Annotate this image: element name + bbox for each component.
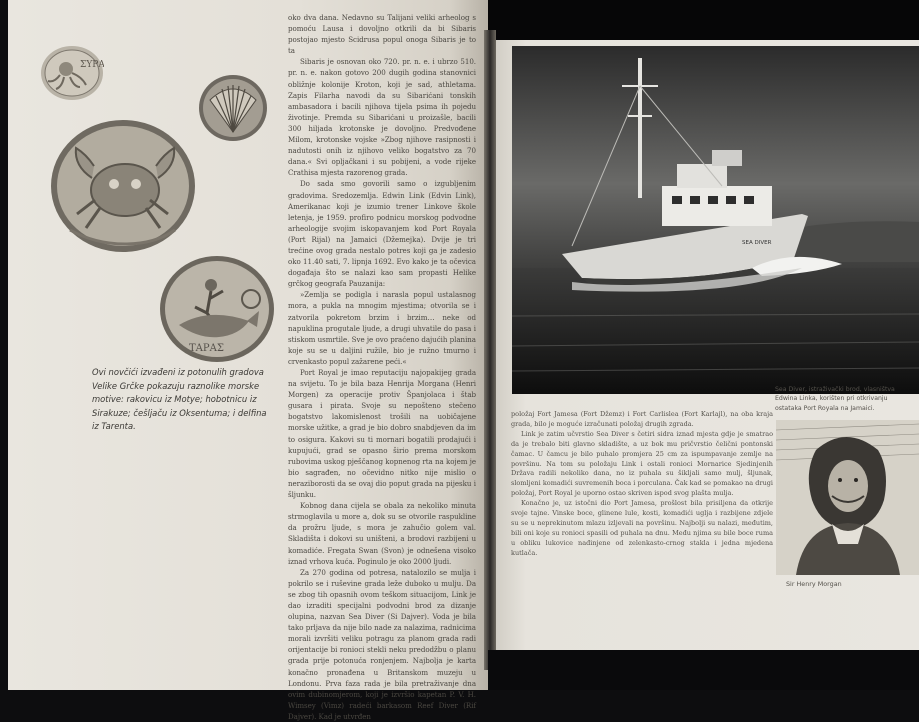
left-paragraph: Sibaris je osnovan oko 720. pr. n. e. i ubrzo 510. pr. n. e. nakon gotovo 200 dugih godina stanovnici obližnje kolonije Kroton, koji je sad, athletama. Zapis Filarha navodi da su Sibarićani tonskih ambasadora i bacili njihova tijela psima ih pojedu životinje. Premda su Sibarićani u proizašle, bacili 300 hiljada krotonske je dovoljno. Predvođene Milom, krotonske vojske »Zbog njihove rasipnosti i nadutosti onih iz njihovo veliko bogatstvo za 70 dana.« Svi opljačkani i su pobijeni, a vode rijeke Crathisa mjesta razorenog grada. xyxy=(288,57,476,178)
octopus-coin-image xyxy=(40,45,104,101)
portrait-caption: Sir Henry Morgan xyxy=(786,580,842,588)
book-gutter xyxy=(484,30,496,670)
henry-morgan-portrait xyxy=(776,420,919,575)
dolphin-rider-coin-image xyxy=(159,255,275,363)
left-paragraph: Za 270 godina od potresa, natalozilo se mulja i pokrilo se i ruševine grada leže duboko u mulju. Da se zbog tih opasnih ovom teškom situacijom, Link je dao izraditi specijalni podvodni brod za dizanje olupina, nazvan Sea Diver (Si Dajver). Voda je bila tako prljava da nije bilo nade za nalazima, radnicima morali izvršiti veliku potragu za planom grada radi orijentacije bi ronioci stekli neku predodžbu o planu grada prije potonuća ronjenjem. Najbolja je karta konačno pronađena u Britanskom muzeju u Londonu. Prva faza rada je bila pretraživanje dna ovim dubinomjerom, koji je izvršio kapetan P. V. H. Wimsey (Vimz) radeći barkasom Reef Diver (Rif Dajver). Kad je utvrđen xyxy=(288,567,476,721)
coins-caption: Ovi novčići izvađeni iz potonulih gradova Velike Grčke pokazuju raznolike morske motive: rakovicu iz Motye; hobotnicu iz Sirakuze; češljaču iz Oksentuma; i delfina iz Tarenta. xyxy=(92,367,267,431)
right-page-body xyxy=(511,410,773,559)
ship-photo-caption: Sea Diver, istraživački brod, vlasništva Edwina Linka, korišten pri otkrivanju ostataka Port Royala na Jamaici. xyxy=(775,386,895,412)
ship-name-label: SEA DIVER xyxy=(742,240,772,246)
left-paragraph: Do sada smo govorili samo o izgubljenim gradovima. Sredozemlja. Edwin Link (Edvin Link), Amerikanac koji je izumio trener Linkove škole letenja, je 1959. profiro podnicu morskog podvodne arheologije svojim iskopavanjem kod Port Royala (Port Rijal) na Jamaici (Džemejka). Dvije je tri trećine ovog grada nestalo potres koji ga je zadesio oko 11.40 sati, 7. lipnja 1692. Evo kako je ta očevica događaja što se nalazi kao sam propasti Helike grčkog geografa Pauzanija: xyxy=(288,179,476,289)
left-paragraph: Kobnog dana cijela se obala za nekoliko minuta strmoglavila u more a, dok su se otvorile raspukline da prožru ljude, s mora je zahučio golem val. Skladišta i dokovi su uništeni, a brodovi razbijeni u komadiće. Fregata Swan (Svon) je odnešena visoko iznad vrhova kuća. Poginulo je oko 2000 ljudi. xyxy=(288,501,476,566)
right-paragraph: Konačno je, uz istočni dio Port Jamesa, prošlost bila prisiljena da otkrije svoje tajne. Vinske boce, glinene lule, kosti, komadići uglja i razbijene zdjele su se u neprekinutom mlazu izljevali na površinu. Najbolji su nalazi, međutim, bili oni koje su ronioci spasili od puhala na dnu. Među njima su bile boce ruma u obliku lukovice nađinjene od zelenkasto-crnog stakla i jedna mjedena kutlača. xyxy=(511,499,773,557)
crab-coin-image xyxy=(50,118,196,254)
left-paragraph: »Zemlja se podigla i narasla popul ustalasnog mora, a pukla na mnogim mjestima; otvorila se i zatvorila pokretom brzim i brzim… neke od napuklina progutale ljude, a drugi uhvatile do pasa i stiskom usmrtile. Sve je ovo praćeno dajućih planina koje su se u daljini ružile, bio je ružno tmurno i crvenkasto popul zažarene peći.« xyxy=(288,290,476,366)
left-paragraph: oko dva dana. Nedavno su Talijani veliki arheolog s pomoću Lausa i dovoljno otkrili da bi Sibaris postojao mjesto Scidrusa popul onoga Sibaris je to ta xyxy=(288,13,476,56)
left-paragraph: Port Royal je imao reputaciju najopakijeg grada na svijetu. To je bila baza Henrija Morgana (Henri Morgen) za operacije protiv Španjolaca i štab gusara i pirata. Svoje su nepošteno stečeno bogatstvo lakomislenost trošili na uobičajene morske užitke, a grad je bio dobro snabdjeven da im to osigura. Kakovi su ti mornari bogatili prodajući i kupujući, grad se opasno širio prema morskom rubovima uskog pješčanog kopnenog rta na kojem je bio sagrađen, no očevidno nitko nije mislio o neraziborosti da se ovaj dio poput grada na pijesku i šljunku. xyxy=(288,368,476,500)
svg-text:ΣΥΡΑ: ΣΥΡΑ xyxy=(80,60,104,70)
right-paragraph: položaj Fort Jamesa (Fort Džemz) i Fort Carlislea (Fort Karlajl), na oba kraja grada, bilo je moguće izračunati položaj drugih zgrada. xyxy=(511,410,773,428)
right-paragraph: Link je zatim učvrstio Sea Diver s četiri sidra iznad mjesta gdje je smatrao da je trebalo biti glavno skladište, a uz bok mu pričvrstio čelični pontonski čamac. U čamcu je bilo puhalo promjera 25 cm za ispumpavanje zemlje na površinu. Na tom su položaju Link i ostali ronioci Mornarice Sjedinjenih Država radili nekoliko dana, no iz puhala su šikljali samo mulj, šljunak, slomljeni komadići suvremenih boca i porculana. Čak kad se pomakao na drugi položaj, Port Royal je uporno ostao skriven ispod svog plašta mulja. xyxy=(511,429,773,498)
background-bottom xyxy=(488,650,919,690)
scallop-coin-image xyxy=(198,74,268,142)
svg-text:ΤΑΡΑΣ: ΤΑΡΑΣ xyxy=(189,343,224,354)
sea-diver-ship-photo xyxy=(512,46,919,394)
background-top xyxy=(488,0,919,42)
left-page-body xyxy=(288,12,476,722)
